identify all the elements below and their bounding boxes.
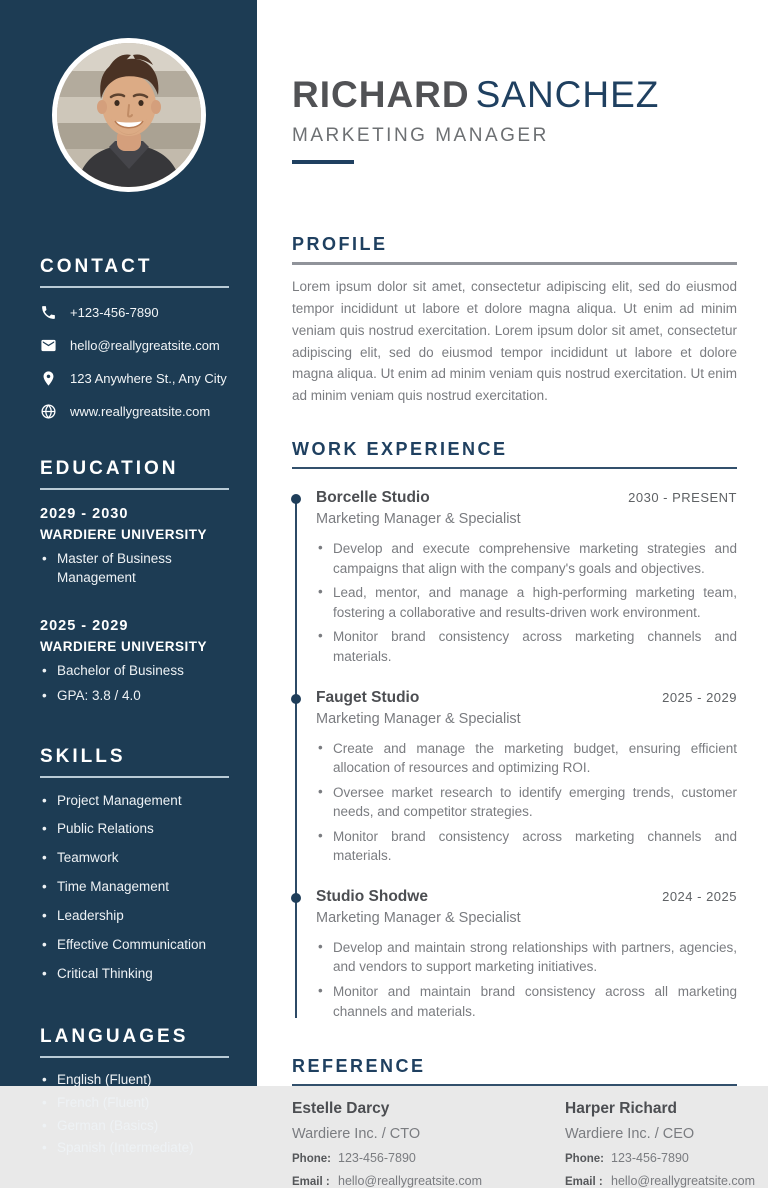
- work-experience-section: [292, 439, 737, 1028]
- contact-email-text: hello@reallygreatsite.com: [70, 338, 220, 353]
- job-bullet: • Create and manage the marketing budget, ensuring efficient allocation of resources and optimizing ROI.: [316, 739, 737, 778]
- job-bullet: • Monitor and maintain brand consistency across all marketing channels and materials.: [316, 982, 737, 1021]
- sidebar: [0, 0, 257, 1156]
- languages-heading: LANGUAGES: [40, 1025, 189, 1047]
- resume-header: [292, 76, 737, 164]
- skills-rule: [40, 776, 229, 778]
- job-dates: 2024 - 2025: [662, 888, 737, 904]
- job-entry: [292, 489, 737, 666]
- skill-item: • Leadership: [40, 907, 229, 926]
- languages-rule: [40, 1056, 229, 1058]
- location-pin-icon: [40, 370, 57, 387]
- contact-item-website: [40, 403, 229, 420]
- email-label: Email :: [565, 1176, 603, 1188]
- education-detail: • Bachelor of Business: [40, 662, 229, 681]
- job-bullet: • Monitor brand consistency across marketing channels and materials.: [316, 827, 737, 866]
- job-bullet: • Monitor brand consistency across marketing channels and materials.: [316, 627, 737, 666]
- contact-rule: [40, 286, 229, 288]
- title-accent-bar: [292, 160, 354, 164]
- profile-text: Lorem ipsum dolor sit amet, consectetur adipiscing elit, sed do eiusmod tempor incididunt ut labore et dolore magna aliqua. Ut enim ad minim veniam quis nostrud exercitation. Lorem ipsum dolor sit amet, consectetur adipiscing elit, sed do eiusmod tempor incididunt ut labore et dolore magna aliqua. Ut enim ad minim veniam quis nostrud exercitation. Ut enim ad minim veniam quis nostrud exercitation.: [292, 279, 737, 404]
- reference-person: [565, 1100, 755, 1188]
- job-dates: 2030 - PRESENT: [628, 490, 737, 506]
- reference-email-row: [565, 1174, 755, 1188]
- main-column: [257, 0, 768, 1188]
- skill-item: • Project Management: [40, 792, 229, 811]
- profile-photo-illustration: [57, 43, 201, 187]
- education-detail: • GPA: 3.8 / 4.0: [40, 687, 229, 706]
- job-bullet: • Oversee market research to identify emerging trends, customer needs, and competitor strategies.: [316, 783, 737, 822]
- job-head: [316, 689, 737, 707]
- education-item: [40, 618, 229, 706]
- education-years: 2029 - 2030: [40, 506, 129, 522]
- education-section: [0, 458, 257, 706]
- education-item: [40, 506, 229, 588]
- education-details: [40, 662, 229, 706]
- job-bullet: • Develop and execute comprehensive marketing strategies and campaigns that align with the company's goals and objectives.: [316, 539, 737, 578]
- contact-list: [40, 304, 229, 420]
- phone-value: 123-456-7890: [611, 1151, 689, 1166]
- job-bullet: • Lead, mentor, and manage a high-performing marketing team, fostering a collaborative and results-driven work environment.: [316, 583, 737, 622]
- reference-phone-row: [565, 1151, 755, 1165]
- reference-phone-row: [292, 1151, 565, 1165]
- timeline-dot: [291, 893, 301, 903]
- job-bullets: [316, 539, 737, 666]
- contact-heading: CONTACT: [40, 256, 153, 277]
- phone-label: Phone:: [292, 1153, 331, 1166]
- profile-section: [292, 234, 737, 407]
- work-experience-heading: WORK EXPERIENCE: [292, 439, 508, 460]
- education-years: 2025 - 2029: [40, 617, 129, 634]
- skill-item: • Critical Thinking: [40, 965, 229, 984]
- email-value: hello@reallygreatsite.com: [338, 1174, 483, 1188]
- contact-item-phone: [40, 304, 229, 321]
- email-value: hello@reallygreatsite.com: [611, 1174, 756, 1188]
- contact-item-address: [40, 370, 229, 387]
- job-role: Marketing Manager & Specialist: [316, 710, 521, 727]
- education-rule: [40, 488, 229, 490]
- reference-section: [292, 1056, 756, 1188]
- skill-item: • Time Management: [40, 878, 229, 897]
- phone-label: Phone:: [565, 1153, 604, 1166]
- job-company: Borcelle Studio: [316, 489, 430, 507]
- reference-name: Harper Richard: [565, 1100, 677, 1118]
- job-bullets: [316, 739, 737, 866]
- language-item: • Spanish (Intermediate): [40, 1139, 229, 1158]
- reference-email-row: [292, 1174, 565, 1188]
- education-school: WARDIERE UNIVERSITY: [40, 638, 208, 654]
- contact-website-text: www.reallygreatsite.com: [70, 404, 211, 419]
- skill-item: • Teamwork: [40, 849, 229, 868]
- contact-section: [0, 256, 257, 420]
- phone-icon: [40, 304, 57, 321]
- timeline-dot: [291, 694, 301, 704]
- job-role: Marketing Manager & Specialist: [316, 511, 521, 528]
- languages-section: [0, 1026, 257, 1159]
- skills-section: [0, 746, 257, 984]
- job-dates: 2025 - 2029: [662, 689, 737, 705]
- education-detail: • Master of Business Management: [40, 550, 229, 588]
- reference-person: [292, 1100, 565, 1188]
- education-details: [40, 550, 229, 588]
- education-school: WARDIERE UNIVERSITY: [40, 527, 208, 542]
- job-entry: [292, 888, 737, 1021]
- job-bullet: • Develop and maintain strong relationships with partners, agencies, and vendors to support marketing initiatives.: [316, 938, 737, 977]
- globe-icon: [40, 403, 57, 420]
- job-company: Studio Shodwe: [316, 887, 428, 905]
- jobs-timeline: [292, 489, 737, 1028]
- first-name: RICHARD: [292, 74, 470, 115]
- language-item: • French (Fluent): [40, 1094, 229, 1113]
- reference-company-role: Wardiere Inc. / CEO: [565, 1126, 695, 1143]
- reference-company-role: Wardiere Inc. / CTO: [292, 1126, 421, 1143]
- contact-item-email: [40, 337, 229, 354]
- job-entry: [292, 689, 737, 866]
- reference-name: Estelle Darcy: [292, 1100, 390, 1118]
- email-icon: [40, 337, 57, 354]
- job-head: [316, 489, 737, 507]
- profile-heading: PROFILE: [292, 234, 388, 254]
- skill-item: • Public Relations: [40, 820, 229, 839]
- skills-list: [40, 792, 229, 984]
- contact-address-text: 123 Anywhere St., Any City: [70, 371, 227, 386]
- profile-photo-wrap: [0, 0, 257, 192]
- job-company: Fauget Studio: [316, 688, 420, 706]
- education-heading: EDUCATION: [40, 458, 179, 479]
- languages-list: [40, 1071, 229, 1159]
- job-head: [316, 888, 737, 906]
- phone-value: 123-456-7890: [338, 1151, 416, 1166]
- reference-rule: [292, 1084, 737, 1086]
- person-title: MARKETING MANAGER: [292, 125, 549, 146]
- skill-item: • Effective Communication: [40, 936, 229, 955]
- skills-heading: SKILLS: [40, 745, 126, 767]
- reference-heading: REFERENCE: [292, 1056, 426, 1077]
- language-item: • German (Basics): [40, 1117, 229, 1136]
- job-bullets: [316, 938, 737, 1021]
- job-role: Marketing Manager & Specialist: [316, 909, 521, 926]
- work-experience-rule: [292, 467, 737, 469]
- language-item: • English (Fluent): [40, 1071, 229, 1090]
- reference-grid: [292, 1100, 756, 1188]
- email-label: Email :: [292, 1176, 330, 1188]
- timeline-dot: [291, 494, 301, 504]
- contact-phone-text: +123-456-7890: [70, 305, 159, 320]
- person-name: [292, 76, 737, 113]
- last-name: SANCHEZ: [475, 74, 660, 115]
- profile-photo: [52, 38, 206, 192]
- profile-rule: [292, 262, 737, 265]
